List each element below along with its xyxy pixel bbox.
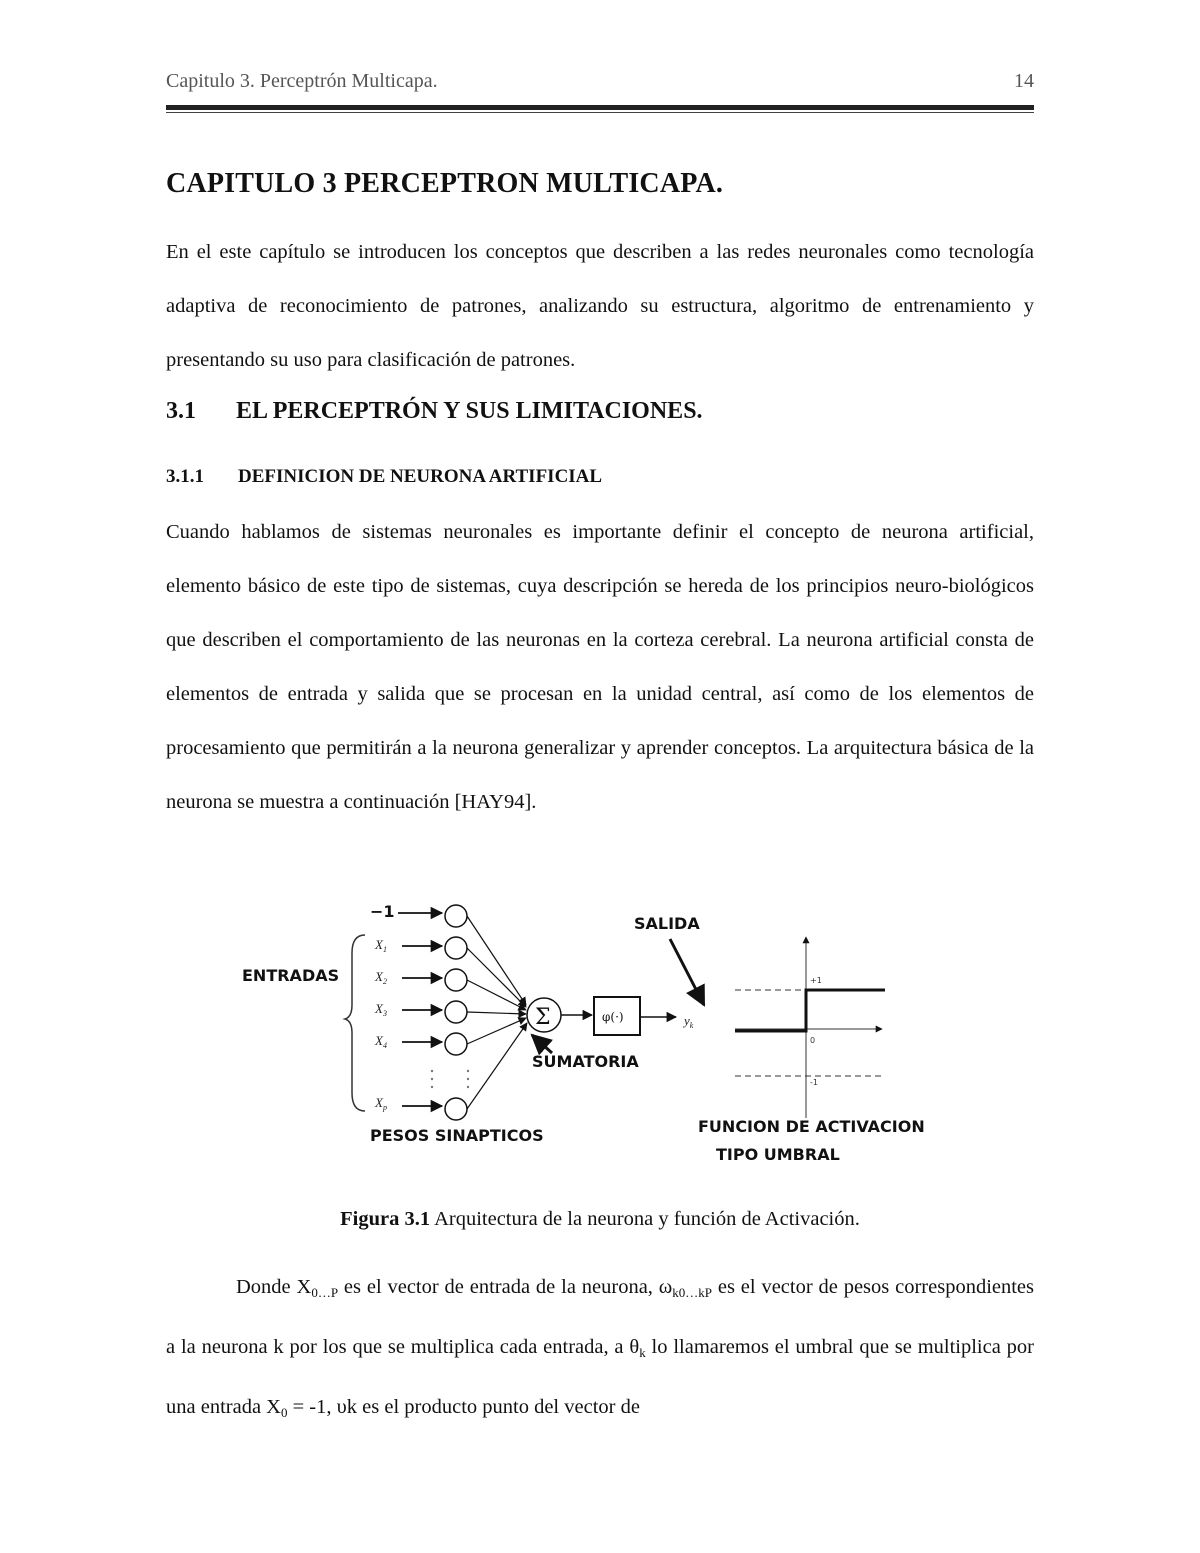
section-title: EL PERCEPTRÓN Y SUS LIMITACIONES. — [236, 398, 703, 424]
sigma-symbol: Σ — [535, 1005, 551, 1030]
chapter-title: CAPITULO 3 PERCEPTRON MULTICAPA. — [166, 168, 724, 199]
output-yk: $y_k$ — [684, 1013, 694, 1030]
figure-caption — [0, 1208, 1200, 1231]
tick-zero: 0 — [810, 1036, 816, 1045]
subsection-title: DEFINICION DE NEURONA ARTIFICIAL — [238, 466, 603, 487]
synaptic-weight-circles — [445, 905, 467, 1120]
header-title: Capitulo 3. Perceptrón Multicapa. — [166, 70, 438, 92]
caption-label: Figura 3.1 — [340, 1208, 431, 1230]
salida-arrow — [670, 939, 704, 1005]
section-heading — [166, 398, 703, 425]
threshold-step-line — [735, 990, 885, 1031]
subsection-number: 3.1.1 — [166, 466, 204, 487]
input-x2: $X_2$ — [375, 969, 387, 986]
weight-connections — [467, 916, 527, 1109]
threshold-plot — [735, 937, 885, 1118]
bias-input-label: −1 — [370, 902, 395, 921]
input-arrows — [398, 913, 442, 1106]
phi-symbol: φ(·) — [602, 1010, 624, 1024]
tick-plus-one: +1 — [810, 976, 822, 985]
neuron-figure — [230, 893, 960, 1183]
input-x4: $X_4$ — [375, 1033, 387, 1050]
body-paragraph: Cuando hablamos de sistemas neuronales es importante definir el concepto de neurona artificial, elemento básico de este tipo de sistemas, cuya descripción se hereda de los principios neuro-biológicos que describen el comportamiento de las neuronas en la corteza cerebral. La neurona artificial consta de elementos de entrada y salida que se procesan en la unidad central, así como de los elementos de procesamiento que permitirán a la neurona generalizar y aprender conceptos. La arquitectura básica de la neurona se muestra a continuación [HAY94]. — [166, 521, 1034, 813]
input-x1: $X_1$ — [375, 937, 387, 954]
entradas-label: ENTRADAS — [242, 966, 340, 985]
final-paragraph: Donde $X_{0\dots P}$ es el vector de entrada de la neurona, $\omega_{k0\dots kP}$ es el vector de pesos correspondientes a la neurona k por los que se multiplica cada entrada, a $\theta_k$ lo llamaremos el umbral que se multiplica por una entrada $X_0 = -1$, υk es el producto punto del vector de — [166, 1276, 1035, 1420]
section-number: 3.1 — [166, 398, 196, 424]
tick-minus-one: -1 — [810, 1078, 818, 1087]
pesos-label: PESOS SINAPTICOS — [370, 1126, 544, 1145]
neuron-diagram — [230, 893, 960, 1183]
page-header — [166, 70, 1034, 100]
subsection-heading — [166, 466, 602, 488]
sumatoria-label: SUMATORIA — [532, 1052, 639, 1071]
input-labels — [374, 937, 387, 1112]
caption-text: Arquitectura de la neurona y función de Activación. — [430, 1208, 860, 1230]
inputs-brace — [345, 935, 365, 1111]
ellipsis-dots — [431, 1070, 469, 1088]
intro-paragraph: En el este capítulo se introducen los conceptos que describen a las redes neuronales como tecnología adaptiva de reconocimiento de patrones, analizando su estructura, algoritmo de entrenamiento y presentando su uso para clasificación de patrones. — [166, 241, 1034, 371]
page-number: 14 — [1014, 70, 1034, 92]
input-x3: $X_3$ — [375, 1001, 387, 1018]
sumatoria-arrow — [532, 1035, 552, 1053]
tipo-umbral-label: TIPO UMBRAL — [716, 1145, 840, 1164]
funcion-activacion-label: FUNCION DE ACTIVACION — [698, 1117, 925, 1136]
header-rule-thin — [166, 112, 1034, 113]
header-rule — [166, 105, 1034, 110]
input-xp: $X_p$ — [375, 1095, 387, 1112]
salida-label: SALIDA — [634, 914, 700, 933]
